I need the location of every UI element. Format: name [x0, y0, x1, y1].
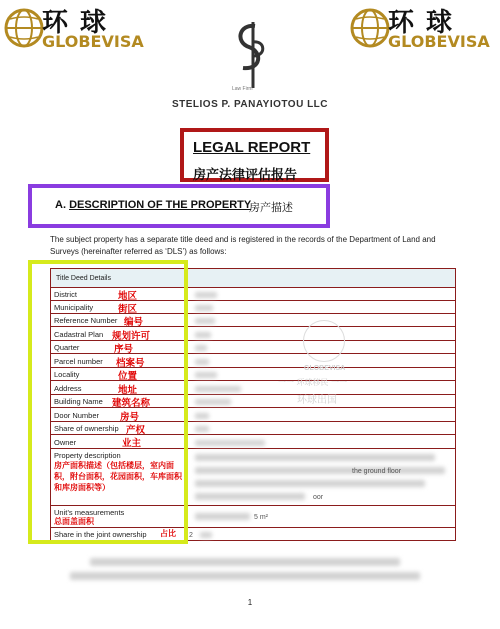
row-label-door-number: Door Number	[54, 411, 100, 420]
redacted-value	[195, 305, 213, 311]
redacted-value	[195, 345, 207, 351]
row-cn-quarter: 序号	[114, 344, 134, 355]
section-letter: A.	[55, 199, 66, 211]
row-label-owner: Owner	[54, 438, 77, 447]
logo-chinese-text: 环球	[388, 8, 465, 38]
row-label-reference: Reference Number	[54, 316, 118, 325]
redacted-value	[195, 467, 445, 474]
redacted-paragraph	[90, 558, 400, 566]
row-label-property-description: Property description	[54, 451, 121, 460]
globevisa-logo-right	[348, 4, 498, 54]
redacted-value	[195, 426, 209, 432]
page-number: 1	[247, 598, 253, 607]
fragment-area-unit: 5 m²	[254, 514, 268, 521]
intro-paragraph: The subject property has a separate title deed and is registered in the records of the Department of Land and Surveys (hereinafter referred as ‘DLS’) as follows:	[50, 235, 436, 256]
fragment-floor: oor	[313, 494, 324, 501]
row-label-building-name: Building Name	[54, 397, 103, 406]
row-cn-district: 地区	[118, 291, 138, 302]
row-label-locality: Locality	[54, 370, 80, 379]
redacted-value	[195, 318, 215, 324]
redacted-value	[200, 532, 212, 538]
firm-subtitle: Law Firm	[232, 86, 253, 92]
watermark-globe-icon	[303, 320, 345, 362]
redacted-value	[195, 513, 250, 520]
redacted-value	[195, 480, 425, 487]
row-cn-door-number: 房号	[120, 412, 140, 423]
row-label-parcel: Parcel number	[54, 357, 103, 366]
report-title-chinese: 房产法律评估报告	[193, 168, 298, 183]
redacted-value	[195, 440, 265, 446]
logo-chinese-text: 环球	[42, 8, 119, 38]
section-title: DESCRIPTION OF THE PROPERTY	[69, 199, 252, 211]
redacted-value	[195, 292, 217, 298]
row-label-measurements: Unit’s measurements	[54, 508, 125, 517]
redacted-paragraph	[70, 572, 420, 580]
row-label-district: District	[54, 290, 77, 299]
row-label-address: Address	[54, 384, 82, 393]
report-title: LEGAL REPORT	[193, 139, 311, 156]
row-cn-share: 产权	[126, 425, 146, 436]
center-watermark-cn-1: 一一 环球移民 一一	[278, 378, 348, 387]
row-cn-owner: 业主	[122, 438, 142, 449]
row-label-joint-ownership: Share in the joint ownership	[54, 530, 147, 539]
row-cn-address: 地址	[118, 385, 138, 396]
row-cn-building-name: 建筑名称	[112, 398, 151, 409]
globe-icon	[2, 6, 46, 50]
table-header-label: Title Deed Details	[56, 275, 111, 282]
row-cn-municipality: 街区	[118, 304, 138, 315]
redacted-value	[195, 413, 209, 419]
row-cn-cadastral: 规划许可	[112, 331, 151, 342]
row-cn-joint-ownership: 占比	[160, 529, 176, 538]
row-label-quarter: Quarter	[54, 343, 80, 352]
redacted-value	[195, 399, 231, 405]
redacted-value	[195, 386, 241, 392]
labels-highlight-box	[28, 260, 188, 544]
logo-english-text: GLOBEVISA	[388, 32, 490, 51]
row-cn-property-description: 房产面积描述（包括楼层，室内面积，附台面积，花园面积，车库面积和库房面积等）	[54, 461, 182, 492]
law-firm-monogram-icon	[225, 20, 275, 95]
row-cn-parcel: 档案号	[116, 358, 145, 369]
redacted-value	[195, 359, 209, 365]
row-cn-locality: 位置	[118, 371, 138, 382]
logo-english-text: GLOBEVISA	[42, 32, 144, 51]
globe-icon	[348, 6, 392, 50]
redacted-value	[195, 332, 211, 338]
redacted-value	[195, 493, 305, 500]
redacted-value	[195, 454, 435, 461]
center-watermark-en: GLOBEVISA	[304, 365, 346, 372]
globevisa-logo-left	[2, 4, 152, 54]
section-heading	[55, 199, 251, 211]
fragment-share-prefix: 2	[189, 532, 193, 539]
row-cn-measurements: 总面盖面积	[54, 517, 94, 526]
fragment-ground-floor: the ground floor	[352, 468, 402, 475]
redacted-value	[195, 372, 217, 378]
section-heading-chinese: 房产描述	[249, 201, 293, 214]
row-label-share: Share of ownership	[54, 424, 119, 433]
row-label-cadastral: Cadastral Plan	[54, 330, 104, 339]
firm-name: STELIOS P. PANAYIOTOU LLC	[171, 99, 329, 110]
row-label-municipality: Municipality	[54, 303, 94, 312]
row-cn-reference: 编号	[124, 317, 144, 328]
center-watermark-cn-2: 环球出国	[297, 395, 337, 406]
